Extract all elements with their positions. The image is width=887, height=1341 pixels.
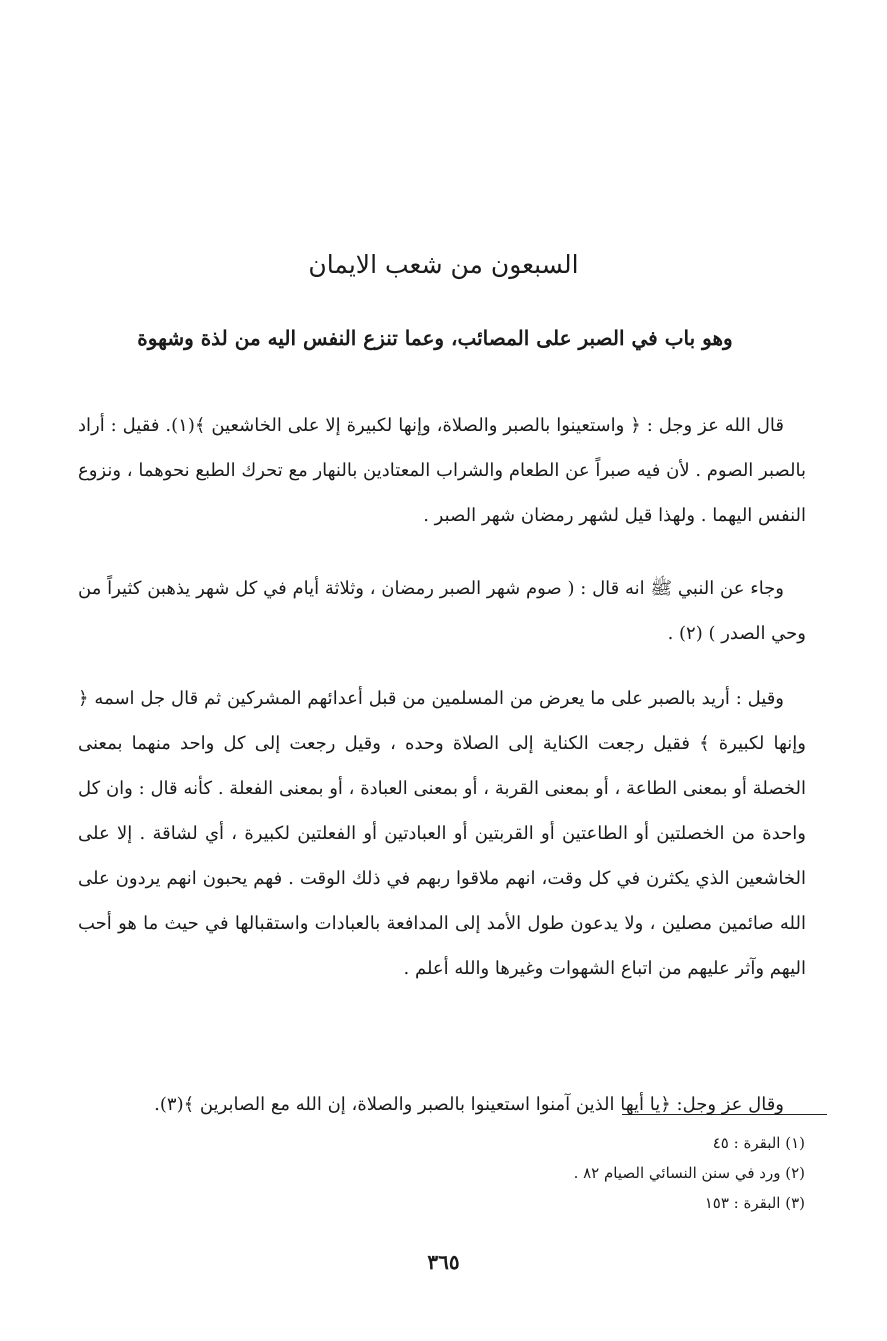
paragraph-text: قال الله عز وجل : ﴿ واستعينوا بالصبر والصلاة، وإنها لكبيرة إلا على الخاشعين ﴾(١). فقيل : أراد بالصبر الصوم . لأن فيه صبراً عن الطعام والشراب المعتادين بالنهار مع تحرك الطبع نحوهما ، ونزوع النفس اليهما . ولهذا قيل لشهر رمضان شهر الصبر .	[78, 415, 806, 526]
paragraph-hadith	[78, 566, 806, 656]
section-heading: وهو باب في الصبر على المصائب، وعما تنزع النفس اليه من لذة وشهوة	[137, 326, 733, 350]
paragraph-interpretation	[78, 676, 806, 991]
footnote-1: (١) البقرة : ٤٥	[712, 1134, 805, 1152]
chapter-title: السبعون من شعب الايمان	[308, 250, 579, 279]
footnote-divider	[622, 1114, 827, 1115]
footnote-2: (٢) ورد في سنن النسائي الصيام ٨٢ .	[573, 1164, 805, 1182]
footnote-3: (٣) البقرة : ١٥٣	[704, 1194, 805, 1212]
paragraph-text: وقيل : أريد بالصبر على ما يعرض من المسلمين من قبل أعدائهم المشركين ثم قال جل اسمه ﴿ وإنها لكبيرة ﴾ فقيل رجعت الكناية إلى الصلاة وحده ، وقيل رجعت إلى كل واحد منهما بمعنى الخصلة أو بمعنى الطاعة ، أو بمعنى القربة ، أو بمعنى العبادة ، أو بمعنى الفعلة . كأنه قال : وان كل واحدة من الخصلتين أو الطاعتين أو القربتين أو العبادتين أو الفعلتين لكبيرة ، أي لشاقة . إلا على الخاشعين الذي يكثرن في كل وقت، انهم ملاقوا ربهم في ذلك الوقت . فهم يحبون انهم يردون على الله صائمين مصلين ، ولا يدعون طول الأمد إلى المدافعة بالعبادات واستقبالها في حيث ما هو أحب اليهم وآثر عليهم من اتباع الشهوات وغيرها والله أعلم .	[78, 688, 806, 979]
footnotes	[385, 1128, 805, 1218]
paragraph-text: وقال عز وجل: ﴿يا أيها الذين آمنوا استعينوا بالصبر والصلاة، إن الله مع الصابرين ﴾(٣).	[154, 1094, 784, 1115]
paragraph-text: وجاء عن النبي ﷺ انه قال : ( صوم شهر الصبر رمضان ، وثلاثة أيام في كل شهر يذهبن كثيراً من وحي الصدر ) (٢) .	[78, 578, 806, 644]
paragraph-closing-verse	[78, 1082, 806, 1127]
page-number: ٣٦٥	[427, 1250, 460, 1274]
paragraph-quran-verse-patience	[78, 403, 806, 538]
